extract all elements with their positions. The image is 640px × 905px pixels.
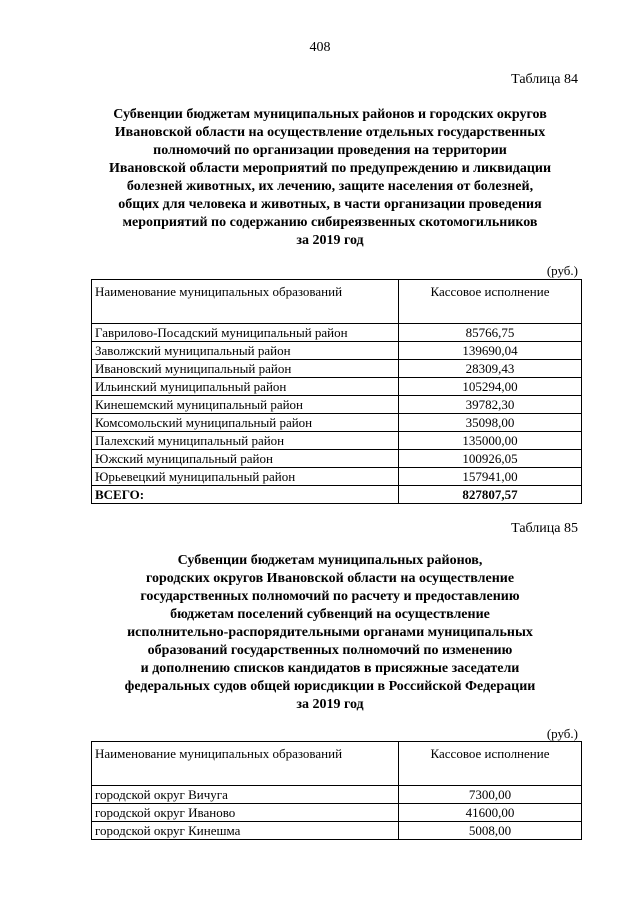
- title-line: городских округов Ивановской области на осуществление: [145, 571, 515, 586]
- table-row: [92, 342, 582, 360]
- table-total-row: [92, 486, 582, 504]
- row-value: 7300,00: [399, 786, 582, 804]
- title-line: за 2019 год: [296, 697, 364, 712]
- title-line: полномочий по организации проведения на территории: [153, 143, 507, 158]
- table-85-title: [80, 552, 580, 714]
- title-line: болезней животных, их лечению, защите населения от болезней,: [126, 179, 534, 194]
- table-85: [91, 741, 582, 840]
- table-row: [92, 804, 582, 822]
- page-number: 408: [309, 40, 331, 55]
- title-line: мероприятий по содержанию сибиреязвенных скотомогильников: [122, 215, 538, 230]
- table-84: [91, 279, 582, 504]
- row-value: 35098,00: [399, 414, 582, 432]
- row-name: Заволжский муниципальный район: [92, 342, 399, 360]
- table-84-caption: Таблица 84: [511, 72, 578, 87]
- title-line: Ивановской области мероприятий по предупреждению и ликвидации: [108, 161, 552, 176]
- title-line: Субвенции бюджетам муниципальных районов и городских округов: [113, 107, 547, 122]
- table-header-row: [92, 280, 582, 324]
- row-value: 105294,00: [399, 378, 582, 396]
- table-84-unit: (руб.): [546, 263, 578, 278]
- table-85-unit: (руб.): [546, 726, 578, 741]
- row-name: городской округ Вичуга: [92, 786, 399, 804]
- title-line: общих для человека и животных, в части организации проведения: [118, 197, 542, 212]
- table-row: [92, 396, 582, 414]
- column-header-value: Кассовое исполнение: [399, 742, 582, 786]
- table-row: [92, 450, 582, 468]
- table-85-caption: Таблица 85: [511, 521, 578, 536]
- title-line: Ивановской области на осуществление отдельных государственных: [114, 125, 546, 140]
- row-name: Ильинский муниципальный район: [92, 378, 399, 396]
- total-value: 827807,57: [399, 486, 582, 504]
- row-value: 139690,04: [399, 342, 582, 360]
- table-row: [92, 360, 582, 378]
- title-line: исполнительно-распорядительными органами муниципальных: [127, 625, 533, 640]
- row-value: 5008,00: [399, 822, 582, 840]
- row-value: 85766,75: [399, 324, 582, 342]
- row-name: Ивановский муниципальный район: [92, 360, 399, 378]
- title-line: и дополнению списков кандидатов в присяжные заседатели: [140, 661, 520, 676]
- row-name: городской округ Кинешма: [92, 822, 399, 840]
- row-value: 41600,00: [399, 804, 582, 822]
- total-label: ВСЕГО:: [92, 486, 399, 504]
- table-row: [92, 786, 582, 804]
- table-84-title: [80, 106, 580, 250]
- column-header-name: Наименование муниципальных образований: [92, 280, 399, 324]
- table-header-row: [92, 742, 582, 786]
- row-name: Гаврилово-Посадский муниципальный район: [92, 324, 399, 342]
- title-line: бюджетам поселений субвенций на осуществление: [170, 607, 490, 622]
- table-row: [92, 432, 582, 450]
- title-line: государственных полномочий по расчету и предоставлению: [140, 589, 520, 604]
- row-name: Южский муниципальный район: [92, 450, 399, 468]
- row-value: 28309,43: [399, 360, 582, 378]
- row-name: Юрьевецкий муниципальный район: [92, 468, 399, 486]
- column-header-value: Кассовое исполнение: [399, 280, 582, 324]
- table-row: [92, 468, 582, 486]
- title-line: Субвенции бюджетам муниципальных районов,: [177, 553, 483, 568]
- row-value: 39782,30: [399, 396, 582, 414]
- table-row: [92, 324, 582, 342]
- row-name: Комсомольский муниципальный район: [92, 414, 399, 432]
- row-name: Палехский муниципальный район: [92, 432, 399, 450]
- column-header-name: Наименование муниципальных образований: [92, 742, 399, 786]
- row-name: городской округ Иваново: [92, 804, 399, 822]
- row-name: Кинешемский муниципальный район: [92, 396, 399, 414]
- row-value: 135000,00: [399, 432, 582, 450]
- title-line: за 2019 год: [296, 233, 364, 248]
- row-value: 100926,05: [399, 450, 582, 468]
- title-line: образований государственных полномочий по изменению: [147, 643, 513, 658]
- table-row: [92, 414, 582, 432]
- title-line: федеральных судов общей юрисдикции в Российской Федерации: [124, 679, 536, 694]
- table-row: [92, 378, 582, 396]
- table-row: [92, 822, 582, 840]
- row-value: 157941,00: [399, 468, 582, 486]
